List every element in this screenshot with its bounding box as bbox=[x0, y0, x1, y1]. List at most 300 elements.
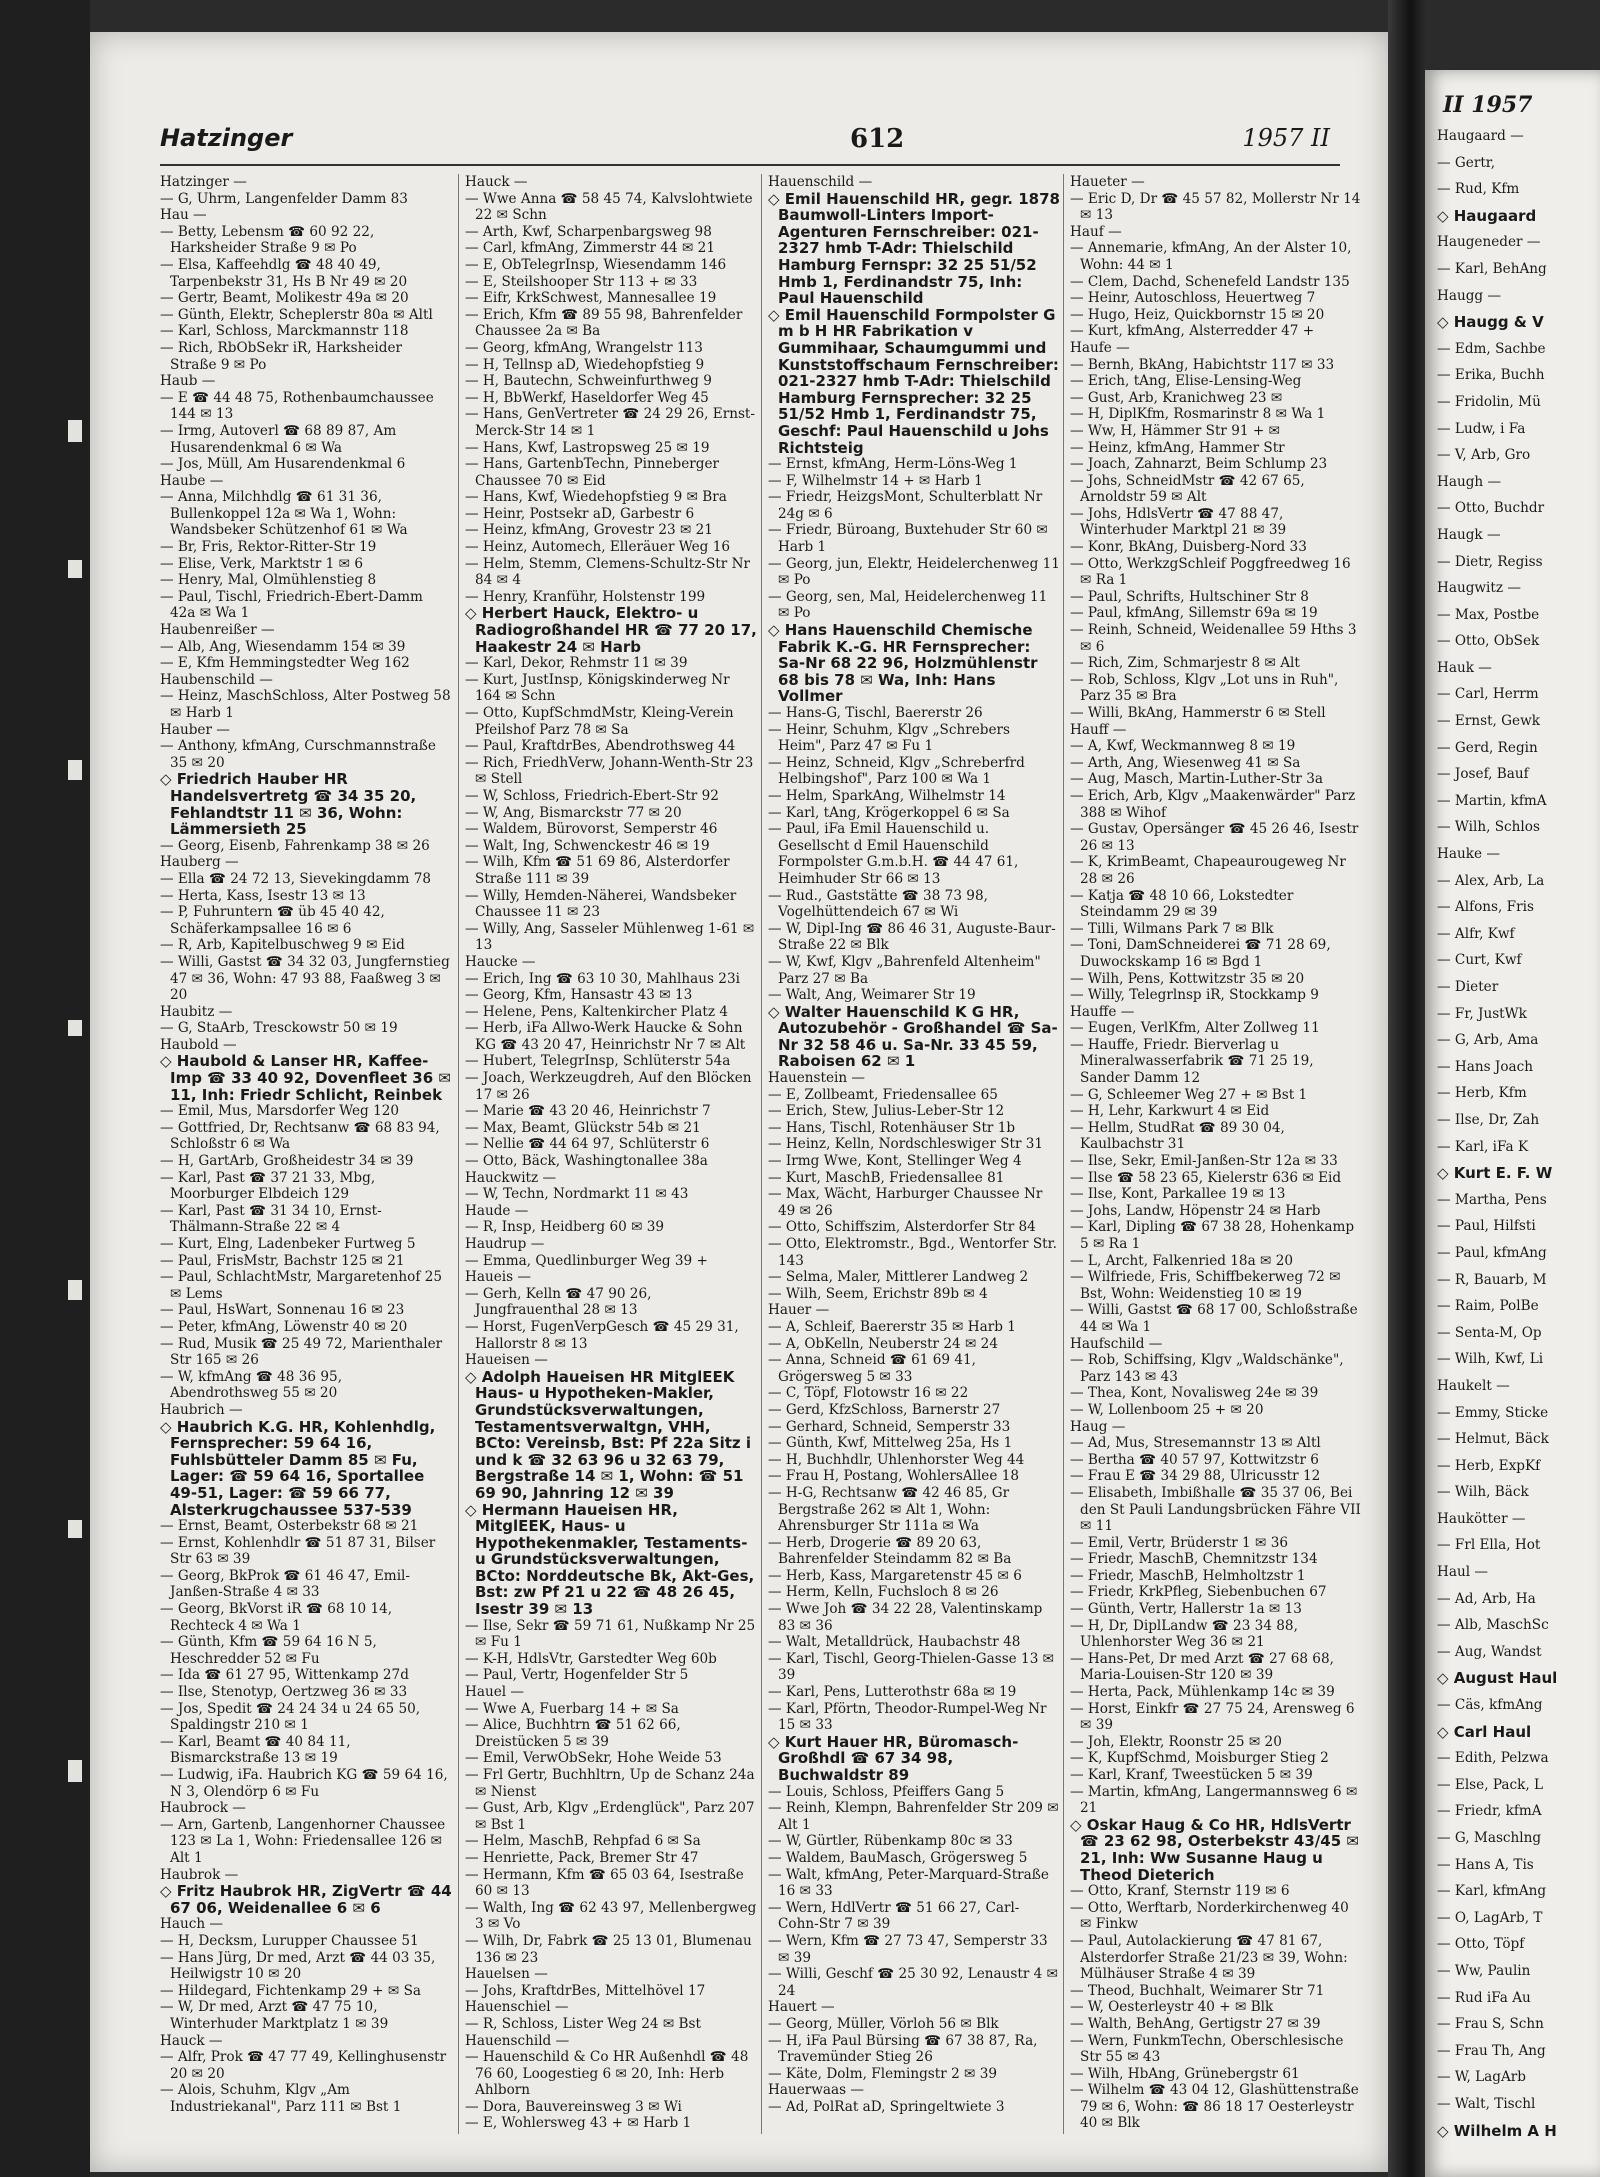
directory-entry: — Frau H, Postang, WohlersAllee 18 bbox=[768, 1468, 1020, 1485]
directory-entry: — Reinh, Schneid, Weidenallee 59 Hths 3 ✉ 6 bbox=[1070, 622, 1357, 655]
facing-page-column bbox=[1437, 128, 1600, 2149]
directory-entry: — W, Gürtler, Rübenkamp 80c ✉ 33 bbox=[768, 1833, 1013, 1850]
facing-page-entry: — Emmy, Sticke bbox=[1437, 1404, 1549, 1421]
directory-entry: — Wwe Anna ☎ 58 45 74, Kalvslohtwiete 22 ✉ Schn bbox=[465, 190, 753, 224]
directory-entry: — Horst, Einkfr ☎ 27 75 24, Arensweg 6 ✉ 39 bbox=[1070, 1700, 1355, 1734]
directory-entry: — Rich, FriedhVerw, Johann-Wenth-Str 23 ✉ Stell bbox=[465, 754, 754, 788]
directory-entry: — Heinz, Schneid, Klgv „Schreberfrd Helbingshof", Parz 100 ✉ Wa 1 bbox=[768, 754, 1025, 788]
directory-entry: Hauenschiel — bbox=[465, 1999, 569, 2016]
directory-entry: Hatzinger — bbox=[160, 174, 247, 190]
directory-entry: Haufschild — bbox=[1070, 1335, 1163, 1352]
directory-entry: — Heinr, Schuhm, Klgv „Schrebers Heim", Parz 47 ✉ Fu 1 bbox=[768, 721, 1010, 755]
facing-page-entry: ◇ Kurt E. F. W bbox=[1437, 1164, 1553, 1183]
directory-entry: — Walt, Metalldrück, Haubachstr 48 bbox=[768, 1634, 1021, 1651]
directory-entry: — H, iFa Paul Bürsing ☎ 67 38 87, Ra, Travemünder Stieg 26 bbox=[768, 2032, 1038, 2066]
directory-entry: Haubrock — bbox=[160, 1800, 246, 1817]
directory-entry: — Ernst, kfmAng, Herm-Löns-Weg 1 bbox=[768, 456, 1018, 473]
directory-entry: — Herta, Pack, Mühlenkamp 14c ✉ 39 bbox=[1070, 1684, 1335, 1701]
directory-entry: — Martin, kfmAng, Langermannsweg 6 ✉ 21 bbox=[1070, 1783, 1358, 1817]
directory-entry: ◇ Haubold & Lanser HR, Kaffee-Imp ☎ 33 40 92, Dovenfleet 36 ✉ 11, Inh: Friedr Schlicht, Reinbek bbox=[160, 1052, 451, 1104]
directory-entry: — G, Uhrm, Langenfelder Damm 83 bbox=[160, 190, 408, 207]
directory-entry: — Katja ☎ 48 10 66, Lokstedter Steindamm 29 ✉ 39 bbox=[1070, 887, 1294, 921]
directory-entry: — Karl, Past ☎ 37 21 33, Mbg, Moorburger Elbdeich 129 bbox=[160, 1169, 376, 1203]
facing-page-entry: — Max, Postbe bbox=[1437, 606, 1540, 623]
facing-page-entry: — Wilh, Schlos bbox=[1437, 819, 1540, 836]
directory-entry: — Friedr, KrkPfleg, Siebenbuchen 67 bbox=[1070, 1584, 1327, 1601]
directory-entry: — R, Arb, Kapitelbuschweg 9 ✉ Eid bbox=[160, 937, 405, 954]
directory-entry: — Ilse, Sekr, Emil-Janßen-Str 12a ✉ 33 bbox=[1070, 1153, 1338, 1170]
directory-entry: — Ww, H, Hämmer Str 91 + ✉ bbox=[1070, 422, 1280, 439]
directory-entry: — Heinz, Kelln, Nordschleswiger Str 31 bbox=[768, 1136, 1044, 1153]
facing-page-entry: — Carl, Herrm bbox=[1437, 686, 1539, 703]
directory-entry: — Tilli, Wilmans Park 7 ✉ Blk bbox=[1070, 920, 1274, 937]
directory-entry: — W, Dipl-Ing ☎ 86 46 31, Auguste-Baur-Straße 22 ✉ Blk bbox=[768, 920, 1056, 954]
directory-entry: — Ella ☎ 24 72 13, Sievekingdamm 78 bbox=[160, 870, 432, 887]
scan-left-margin bbox=[0, 0, 90, 2177]
directory-column-1 bbox=[160, 174, 452, 2154]
directory-entry: ◇ Emil Hauenschild Formpolster G m b H HR Fabrikation v Gummihaar, Schaumgummi und Kunststoffschaum Fernschreiber: 021-2327 hmb T-Adr: Thielschild Hamburg Fernsprecher: 32 25 51/52 Hmb 1, Ferdinandstr 75, Geschf: Paul Hauenschild u Johs Richtsteig bbox=[768, 305, 1059, 457]
facing-page-entry: — Otto, ObSek bbox=[1437, 633, 1540, 650]
facing-page-entry: Haugeneder — bbox=[1437, 234, 1541, 251]
facing-page-entry: — Ilse, Dr, Zah bbox=[1437, 1111, 1540, 1128]
directory-column-4 bbox=[1070, 174, 1362, 2154]
directory-entry: — Willy, Telegrlnsp iR, Stockkamp 9 bbox=[1070, 987, 1319, 1004]
directory-entry: — Alb, Ang, Wiesendamm 154 ✉ 39 bbox=[160, 638, 406, 655]
directory-entry: — Thea, Kont, Novalisweg 24e ✉ 39 bbox=[1070, 1385, 1319, 1402]
directory-entry: — Helm, Stemm, Clemens-Schultz-Str Nr 84 ✉ 4 bbox=[465, 555, 750, 589]
directory-entry: — Kurt, Elng, Ladenbeker Furtweg 5 bbox=[160, 1236, 416, 1252]
directory-entry: — Emil, Mus, Marsdorfer Weg 120 bbox=[160, 1103, 400, 1120]
directory-entry: — Elisabeth, Imbißhalle ☎ 35 37 06, Bei den St Pauli Landungsbrücken Fähre VII ✉ 11 bbox=[1070, 1484, 1361, 1535]
directory-entry: Haueisen — bbox=[465, 1352, 548, 1369]
directory-entry: — Paul, KraftdrBes, Abendrothsweg 44 bbox=[465, 738, 736, 755]
directory-entry: — Gust, Arb, Kranichweg 23 ✉ bbox=[1070, 389, 1283, 406]
directory-entry: — Max, Beamt, Glückstr 54b ✉ 21 bbox=[465, 1119, 701, 1136]
directory-entry: — Heinz, kfmAng, Grovestr 23 ✉ 21 bbox=[465, 522, 713, 539]
directory-entry: — W, Ang, Bismarckstr 77 ✉ 20 bbox=[465, 804, 682, 821]
facing-page-entry: — Cäs, kfmAng bbox=[1437, 1697, 1543, 1714]
directory-entry: Hauelsen — bbox=[465, 1966, 548, 1983]
facing-page-entry: — Martin, kfmA bbox=[1437, 792, 1547, 809]
directory-entry: — Kurt, MaschB, Friedensallee 81 bbox=[768, 1169, 1005, 1186]
directory-entry: — E, Zollbeamt, Friedensallee 65 bbox=[768, 1086, 998, 1103]
facing-page-entry: — Dietr, Regiss bbox=[1437, 553, 1543, 570]
facing-page-entry: — Hans Joach bbox=[1437, 1058, 1534, 1075]
directory-entry: Hauerwaas — bbox=[768, 2082, 864, 2099]
directory-entry: — W, Lollenboom 25 + ✉ 20 bbox=[1070, 1401, 1264, 1418]
directory-entry: — Friedr, MaschB, Helmholtzstr 1 bbox=[1070, 1567, 1306, 1584]
facing-page-entry: — Ww, Paulin bbox=[1437, 1962, 1531, 1979]
directory-entry: — Käte, Dolm, Flemingstr 2 ✉ 39 bbox=[768, 2065, 998, 2082]
directory-entry: Haube — bbox=[160, 472, 224, 489]
directory-entry: Haub — bbox=[160, 373, 216, 390]
directory-entry: — Hans Jürg, Dr med, Arzt ☎ 44 03 35, Heilwigstr 10 ✉ 20 bbox=[160, 1949, 436, 1983]
directory-entry: — Ad, Mus, Stresemannstr 13 ✉ Altl bbox=[1070, 1435, 1321, 1452]
facing-page-entry: — Edm, Sachbe bbox=[1437, 340, 1546, 357]
directory-entry: — Heinz, kfmAng, Hammer Str bbox=[1070, 439, 1285, 456]
directory-entry: — Walth, BehAng, Gertigstr 27 ✉ 39 bbox=[1070, 2015, 1321, 2032]
directory-entry: — K, KupfSchmd, Moisburger Stieg 2 bbox=[1070, 1750, 1329, 1767]
directory-entry: — Kurt, kfmAng, Alsterredder 47 + bbox=[1070, 323, 1315, 340]
directory-entry: — Ilse ☎ 58 23 65, Kielerstr 636 ✉ Eid bbox=[1070, 1169, 1342, 1186]
directory-entry: — Otto, WerkzgSchleif Poggfreedweg 16 ✉ Ra 1 bbox=[1070, 555, 1351, 589]
edge-mark bbox=[68, 560, 82, 578]
directory-entry: — Erich, Arb, Klgv „Maakenwärder" Parz 388 ✉ Wihof bbox=[1070, 787, 1356, 821]
directory-entry: — Hauffe, Friedr. Bierverlag u Mineralwasserfabrik ☎ 71 25 19, Sander Damm 12 bbox=[1070, 1036, 1314, 1087]
directory-entry: — Paul, Vertr, Hogenfelder Str 5 bbox=[465, 1667, 689, 1684]
directory-entry: — E, ObTelegrInsp, Wiesendamm 146 bbox=[465, 256, 727, 273]
directory-entry: — Joach, Werkzeugdreh, Auf den Blöcken 17 ✉ 26 bbox=[465, 1070, 752, 1103]
facing-page-entry: — Martha, Pens bbox=[1437, 1191, 1547, 1208]
facing-page-entry: Haugh — bbox=[1437, 473, 1502, 490]
facing-page-entry: — Frl Ella, Hot bbox=[1437, 1537, 1541, 1554]
directory-entry: — Ilse, Kont, Parkallee 19 ✉ 13 bbox=[1070, 1186, 1286, 1203]
directory-entry: — Waldem, Bürovorst, Semperstr 46 bbox=[465, 821, 718, 838]
edge-mark bbox=[68, 760, 82, 780]
directory-entry: — Gertr, Beamt, Molikestr 49a ✉ 20 bbox=[160, 290, 409, 307]
directory-entry: — Günth, Elektr, Scheplerstr 80a ✉ Altl bbox=[160, 306, 433, 323]
directory-entry: — Rud, Musik ☎ 25 49 72, Marienthaler Str 165 ✉ 26 bbox=[160, 1335, 443, 1369]
directory-entry: — Helene, Pens, Kaltenkircher Platz 4 bbox=[465, 1003, 728, 1020]
directory-entry: — H, Tellnsp aD, Wiedehopfstieg 9 bbox=[465, 356, 705, 373]
facing-page-entry: — Erika, Buchh bbox=[1437, 367, 1545, 384]
column-rule bbox=[1063, 174, 1064, 2134]
directory-entry: Haueter — bbox=[1070, 174, 1145, 190]
directory-entry: — Eifr, KrkSchwest, Mannesallee 19 bbox=[465, 290, 717, 307]
facing-page-entry: — Hans A, Tis bbox=[1437, 1856, 1534, 1873]
directory-entry: — Georg, jun, Elektr, Heidelerchenweg 11 ✉ Po bbox=[768, 555, 1060, 589]
facing-page-entry: — Fr, JustWk bbox=[1437, 1005, 1527, 1022]
facing-page-entry: — Friedr, kfmA bbox=[1437, 1803, 1542, 1820]
directory-entry: — P, Fuhruntern ☎ üb 45 40 42, Schäferkampsallee 16 ✉ 6 bbox=[160, 904, 385, 937]
directory-entry: — Wwe Joh ☎ 34 22 28, Valentinskamp 83 ✉ 36 bbox=[768, 1601, 1043, 1634]
directory-entry: — Carl, kfmAng, Zimmerstr 44 ✉ 21 bbox=[465, 240, 715, 257]
directory-entry: Hau — bbox=[160, 207, 207, 224]
directory-entry: — W, Schloss, Friedrich-Ebert-Str 92 bbox=[465, 787, 719, 804]
directory-entry: — Ludwig, iFa. Haubrich KG ☎ 59 64 16, N 3, Olendörp 6 ✉ Fu bbox=[160, 1767, 448, 1800]
directory-entry: — Erich, Kfm ☎ 89 55 98, Bahrenfelder Chaussee 2a ✉ Ba bbox=[465, 306, 743, 340]
directory-entry: — Paul, iFa Emil Hauenschild u. Gesellscht d Emil Hauenschild Formpolster G.m.b.H. ☎ 44 47 61, Heimhuder Str 66 ✉ 13 bbox=[768, 821, 1019, 887]
directory-entry: — Anthony, kfmAng, Curschmannstraße 35 ✉ 20 bbox=[160, 738, 436, 771]
directory-entry: — Johs, SchneidMstr ☎ 42 67 65, Arnoldstr 59 ✉ Alt bbox=[1070, 472, 1305, 506]
directory-entry: — Hildegard, Fichtenkamp 29 + ✉ Sa bbox=[160, 1982, 421, 1999]
facing-page-entry: — Fridolin, Mü bbox=[1437, 393, 1541, 410]
directory-entry: — Wilh, HbAng, Grünebergstr 61 bbox=[1070, 2065, 1300, 2082]
directory-entry: — Erich, tAng, Elise-Lensing-Weg bbox=[1070, 373, 1302, 390]
directory-entry: — Joh, Elektr, Roonstr 25 ✉ 20 bbox=[1070, 1733, 1282, 1750]
directory-entry: — Elsa, Kaffeehdlg ☎ 48 40 49, Tarpenbekstr 31, Hs B Nr 49 ✉ 20 bbox=[160, 256, 408, 290]
directory-entry: — Horst, FugenVerpGesch ☎ 45 29 31, Hallorstr 8 ✉ 13 bbox=[465, 1318, 739, 1352]
facing-page-entry: — V, Arb, Gro bbox=[1437, 447, 1531, 464]
directory-entry: — Gottfried, Dr, Rechtsanw ☎ 68 83 94, Schloßstr 6 ✉ Wa bbox=[160, 1119, 440, 1153]
directory-entry: — Georg, sen, Mal, Heidelerchenweg 11 ✉ Po bbox=[768, 588, 1048, 622]
directory-entry: — Heinr, Autoschloss, Heuertweg 7 bbox=[1070, 290, 1316, 307]
facing-page-entry: ◇ Carl Haul bbox=[1437, 1722, 1532, 1741]
facing-page-entry: Haukelt — bbox=[1437, 1377, 1510, 1394]
directory-entry: — Karl, Dipling ☎ 67 38 28, Hohenkamp 5 ✉ Ra 1 bbox=[1070, 1219, 1355, 1252]
directory-entry: — Willy, Hemden-Näherei, Wandsbeker Chaussee 11 ✉ 23 bbox=[465, 887, 737, 921]
directory-entry: Haubrich — bbox=[160, 1401, 243, 1418]
directory-entry: — Paul, Autolackierung ☎ 47 81 67, Alsterdorfer Straße 21/23 ✉ 39, Wohn: Mülhäuser Straße 4 ✉ 39 bbox=[1070, 1932, 1348, 1983]
book-gutter bbox=[1388, 0, 1425, 2177]
directory-entry: — Georg, Müller, Vörloh 56 ✉ Blk bbox=[768, 2015, 999, 2032]
directory-entry: — C, Töpf, Flotowstr 16 ✉ 22 bbox=[768, 1385, 969, 1402]
facing-page-entry: — Otto, Buchdr bbox=[1437, 500, 1545, 517]
directory-column-3 bbox=[768, 174, 1060, 2154]
directory-entry: — Bertha ☎ 40 57 97, Kottwitzstr 6 bbox=[1070, 1451, 1319, 1468]
facing-page-entry: — Paul, Hilfsti bbox=[1437, 1218, 1536, 1235]
directory-column-2 bbox=[465, 174, 757, 2154]
directory-entry: — Karl, Tischl, Georg-Thielen-Gasse 13 ✉ 39 bbox=[768, 1650, 1055, 1684]
directory-entry: — Wilh, Kfm ☎ 51 69 86, Alsterdorfer Straße 111 ✉ 39 bbox=[465, 854, 730, 887]
directory-entry: — E, Steilshooper Str 113 + ✉ 33 bbox=[465, 273, 698, 290]
directory-entry: — K-H, HdlsVtr, Garstedter Weg 60b bbox=[465, 1650, 717, 1667]
directory-entry: — Karl, Schloss, Marckmannstr 118 bbox=[160, 323, 409, 340]
directory-entry: — Emil, VerwObSekr, Hohe Weide 53 bbox=[465, 1750, 722, 1767]
directory-entry: — Gerd, KfzSchloss, Barnerstr 27 bbox=[768, 1401, 1001, 1418]
directory-entry: Haubold — bbox=[160, 1036, 237, 1053]
directory-entry: — Georg, BkProk ☎ 61 46 47, Emil-Janßen-Straße 4 ✉ 33 bbox=[160, 1567, 410, 1601]
directory-entry: — Hellm, StudRat ☎ 89 30 04, Kaulbachstr 31 bbox=[1070, 1119, 1285, 1153]
directory-entry: — Wilhelm ☎ 43 04 12, Glashüttenstraße 79 ✉ 6, Wohn: ☎ 86 18 17 Oesterleystr 40 ✉ Blk bbox=[1070, 2082, 1359, 2132]
facing-page-entry: — Dieter bbox=[1437, 979, 1499, 995]
facing-page-entry: — Herb, Kfm bbox=[1437, 1085, 1527, 1102]
facing-page-entry: — Wilh, Kwf, Li bbox=[1437, 1351, 1544, 1368]
directory-entry: — Clem, Dachd, Schenefeld Landstr 135 bbox=[1070, 273, 1350, 290]
directory-entry: Hauck — bbox=[160, 2032, 223, 2049]
facing-page-entry: — Ad, Arb, Ha bbox=[1437, 1590, 1536, 1607]
directory-entry: Haufe — bbox=[1070, 339, 1130, 356]
directory-entry: Haug — bbox=[1070, 1418, 1126, 1435]
directory-entry: — Emma, Quedlinburger Weg 39 + bbox=[465, 1252, 708, 1269]
directory-entry: — Arth, Kwf, Scharpenbargsweg 98 bbox=[465, 223, 712, 240]
directory-entry: — Erich, Stew, Julius-Leber-Str 12 bbox=[768, 1103, 1005, 1120]
running-head-name: Hatzinger bbox=[160, 124, 293, 152]
facing-page-entry: — Wilh, Bäck bbox=[1437, 1484, 1529, 1501]
directory-entry: — G, StaArb, Tresckowstr 50 ✉ 19 bbox=[160, 1020, 398, 1037]
facing-page-entry: — Ludw, i Fa bbox=[1437, 420, 1526, 437]
directory-entry: — Eugen, VerlKfm, Alter Zollweg 11 bbox=[1070, 1020, 1320, 1037]
facing-page-entry: — Alex, Arb, La bbox=[1437, 872, 1545, 889]
directory-entry: Haueis — bbox=[465, 1269, 531, 1286]
facing-page-entry: — G, Maschlng bbox=[1437, 1830, 1542, 1846]
directory-entry: — Otto, Bäck, Washingtonallee 38a bbox=[465, 1153, 708, 1170]
directory-entry: — Otto, Kranf, Sternstr 119 ✉ 6 bbox=[1070, 1883, 1290, 1900]
directory-entry: — Anna, Schneid ☎ 61 69 41, Grögersweg 5 ✉ 33 bbox=[768, 1352, 976, 1385]
edge-mark bbox=[68, 1760, 82, 1782]
directory-entry: — Gust, Arb, Klgv „Erdenglück", Parz 207 ✉ Bst 1 bbox=[465, 1800, 755, 1833]
facing-page-entry: — Curt, Kwf bbox=[1437, 952, 1522, 969]
directory-entry: — Paul, HsWart, Sonnenau 16 ✉ 23 bbox=[160, 1302, 405, 1319]
directory-entry: Hauert — bbox=[768, 1999, 835, 2016]
page-header bbox=[160, 124, 1340, 166]
directory-entry: ◇ Emil Hauenschild HR, gegr. 1878 Baumwoll-Linters Import-Agenturen Fernschreiber: 021-2327 hmb T-Adr: Thielschild Hamburg Fernspr: 32 25 51/52 Hmb 1, Ferdinandstr 75, Inh: Paul Hauenschild bbox=[768, 189, 1060, 308]
directory-entry: — Otto, KupfSchmdMstr, Kleing-Verein Pfeilshof Parz 78 ✉ Sa bbox=[465, 705, 734, 738]
directory-entry: — Wilh, Dr, Fabrk ☎ 25 13 01, Blumenau 136 ✉ 23 bbox=[465, 1932, 752, 1966]
directory-entry: — Georg, Kfm, Hansastr 43 ✉ 13 bbox=[465, 987, 693, 1004]
directory-entry: ◇ Walter Hauenschild K G HR, Autozubehör - Großhandel ☎ Sa-Nr 32 58 46 u. Sa-Nr. 33 45 59, Raboisen 62 ✉ 1 bbox=[768, 1002, 1058, 1071]
directory-entry: — Erich, Ing ☎ 63 10 30, Mahlhaus 23i bbox=[465, 970, 740, 987]
directory-entry: — E, Wohlersweg 43 + ✉ Harb 1 bbox=[465, 2115, 692, 2132]
edge-mark bbox=[68, 1020, 82, 1036]
facing-page-entry: — Ernst, Gewk bbox=[1437, 713, 1540, 730]
directory-entry: — Annemarie, kfmAng, An der Alster 10, Wohn: 44 ✉ 1 bbox=[1070, 240, 1352, 273]
facing-page-entry: Hauk — bbox=[1437, 659, 1492, 676]
directory-entry: Hauch — bbox=[160, 1916, 223, 1933]
directory-entry: Hauffe — bbox=[1070, 1003, 1135, 1020]
directory-entry: — Wern, FunkmTechn, Oberschlesische Str 55 ✉ 43 bbox=[1070, 2032, 1344, 2066]
directory-entry: Haubenreißer — bbox=[160, 622, 275, 639]
directory-entry: — Gerh, Kelln ☎ 47 90 26, Jungfrauenthal 28 ✉ 13 bbox=[465, 1285, 652, 1319]
facing-page-fragment bbox=[1425, 70, 1600, 2177]
facing-page-entry: — Josef, Bauf bbox=[1437, 766, 1529, 783]
directory-entry: — Johs, HdlsVertr ☎ 47 88 47, Winterhuder Marktpl 21 ✉ 39 bbox=[1070, 505, 1287, 539]
directory-entry: Haubitz — bbox=[160, 1003, 233, 1020]
page-year bbox=[1242, 124, 1330, 152]
directory-entry: — Johs, Landw, Höpenstr 24 ✉ Harb bbox=[1070, 1202, 1321, 1219]
directory-entry: — Emil, Vertr, Brüderstr 1 ✉ 36 bbox=[1070, 1534, 1289, 1551]
directory-entry: Hauel — bbox=[465, 1684, 525, 1701]
directory-entry: — Rud., Gaststätte ☎ 38 73 98, Vogelhüttendeich 67 ✉ Wi bbox=[768, 887, 988, 921]
facing-page-entry: — Gerd, Regin bbox=[1437, 739, 1538, 756]
edge-mark bbox=[68, 1520, 82, 1538]
directory-entry: — Rob, Schiffsing, Klgv „Waldschänke", Parz 143 ✉ 43 bbox=[1070, 1352, 1344, 1385]
directory-entry: — Selma, Maler, Mittlerer Landweg 2 bbox=[768, 1269, 1029, 1286]
directory-entry: — Toni, DamSchneiderei ☎ 71 28 69, Duwockskamp 16 ✉ Bgd 1 bbox=[1070, 937, 1331, 970]
directory-entry: — Hermann, Kfm ☎ 65 03 64, Isestraße 60 ✉ 13 bbox=[465, 1866, 744, 1900]
column-rule bbox=[458, 174, 459, 2134]
directory-entry: — Karl, Past ☎ 31 34 10, Ernst-Thälmann-Straße 22 ✉ 4 bbox=[160, 1202, 382, 1236]
facing-page-entry: — Karl, kfmAng bbox=[1437, 1883, 1547, 1900]
column-rule bbox=[761, 174, 762, 2134]
directory-entry: — Friedr, HeizgsMont, Schulterblatt Nr 24g ✉ 6 bbox=[768, 489, 1043, 522]
directory-entry: — Karl, tAng, Krögerkoppel 6 ✉ Sa bbox=[768, 804, 1010, 821]
directory-entry: Hauck — bbox=[465, 174, 528, 190]
directory-entry: — Theod, Buchhalt, Weimarer Str 71 bbox=[1070, 1982, 1325, 1999]
directory-entry: — Alois, Schuhm, Klgv „Am Industriekanal", Parz 111 ✉ Bst 1 bbox=[160, 2082, 402, 2115]
directory-entry: — Willi, BkAng, Hammerstr 6 ✉ Stell bbox=[1070, 705, 1326, 721]
directory-entry: — Friedr, MaschB, Chemnitzstr 134 bbox=[1070, 1551, 1318, 1568]
directory-entry: — Walt, Ang, Weimarer Str 19 bbox=[768, 987, 976, 1004]
directory-entry: — Wwe A, Fuerbarg 14 + ✉ Sa bbox=[465, 1700, 679, 1717]
facing-page-entry: — Alfons, Fris bbox=[1437, 899, 1534, 916]
directory-entry: ◇ Herbert Hauck, Elektro- u Radiogroßhandel HR ☎ 77 20 17, Haakestr 24 ✉ Harb bbox=[465, 604, 757, 656]
directory-entry: — Walt, kfmAng, Peter-Marquard-Straße 16 ✉ 33 bbox=[768, 1866, 1049, 1900]
page-number: 612 bbox=[850, 124, 905, 154]
directory-entry: ◇ Kurt Hauer HR, Büromasch-Großhdl ☎ 67 34 98, Buchwaldstr 89 bbox=[768, 1732, 1019, 1784]
directory-entry: Hauberg — bbox=[160, 854, 239, 871]
directory-entry: — Max, Wächt, Harburger Chaussee Nr 49 ✉ 26 bbox=[768, 1186, 1043, 1219]
facing-page-entry: — Otto, Töpf bbox=[1437, 1936, 1525, 1953]
directory-entry: — Ida ☎ 61 27 95, Wittenkamp 27d bbox=[160, 1667, 409, 1684]
directory-entry: Haude — bbox=[465, 1202, 529, 1219]
facing-page-entry: — Raim, PolBe bbox=[1437, 1298, 1539, 1315]
facing-page-entry: Haugk — bbox=[1437, 526, 1501, 543]
directory-entry: — W, kfmAng ☎ 48 36 95, Abendrothsweg 55 ✉ 20 bbox=[160, 1368, 343, 1402]
directory-entry: — E, Kfm Hemmingstedter Weg 162 bbox=[160, 655, 410, 672]
directory-entry: — Otto, Werftarb, Norderkirchenweg 40 ✉ Finkw bbox=[1070, 1899, 1349, 1933]
directory-entry: — Elise, Verk, Marktstr 1 ✉ 6 bbox=[160, 555, 363, 572]
directory-entry: — Willi, Geschf ☎ 25 30 92, Lenaustr 4 ✉ 24 bbox=[768, 1966, 1059, 1999]
directory-entry: — Hauenschild & Co HR Außenhdl ☎ 48 76 60, Loogestieg 6 ✉ 20, Inh: Herb Ahlborn bbox=[465, 2049, 749, 2099]
directory-entry: Hauenschild — bbox=[768, 174, 873, 190]
directory-entry: — Heinr, Postsekr aD, Garbestr 6 bbox=[465, 505, 695, 522]
facing-page-entry: Haugaard — bbox=[1437, 128, 1524, 144]
directory-entry: — W, Dr med, Arzt ☎ 47 75 10, Winterhuder Marktplatz 1 ✉ 39 bbox=[160, 1999, 389, 2032]
facing-page-entry: — Gertr, bbox=[1437, 154, 1496, 171]
directory-entry: — Günth, Kwf, Mittelweg 25a, Hs 1 bbox=[768, 1435, 1013, 1452]
directory-entry: Hauer — bbox=[768, 1302, 830, 1319]
directory-entry: — Willi, Gastst ☎ 68 17 00, Schloßstraße 44 ✉ Wa 1 bbox=[1070, 1302, 1358, 1335]
directory-entry: — Nellie ☎ 44 64 97, Schlüterstr 6 bbox=[465, 1136, 710, 1153]
directory-entry: ◇ Friedrich Hauber HR Handelsvertretg ☎ 34 35 20, Fehlandtstr 11 ✉ 36, Wohn: Lämmersieth 25 bbox=[160, 770, 417, 839]
directory-entry: — H-G, Rechtsanw ☎ 42 46 85, Gr Bergstraße 262 ✉ Alt 1, Wohn: Ahrensburger Str 111a ✉ Wa bbox=[768, 1484, 1010, 1535]
facing-page-entry: Haugwitz — bbox=[1437, 580, 1521, 597]
directory-entry: — Hans, Kwf, Lastropsweg 25 ✉ 19 bbox=[465, 439, 710, 456]
directory-entry: — W, Kwf, Klgv „Bahrenfeld Altenheim" Parz 27 ✉ Ba bbox=[768, 953, 1041, 987]
directory-entry: — Heinz, MaschSchloss, Alter Postweg 58 ✉ Harb 1 bbox=[160, 688, 451, 721]
directory-entry: — Henry, Kranführ, Holstenstr 199 bbox=[465, 588, 706, 605]
directory-entry: — H, Lehr, Karkwurt 4 ✉ Eid bbox=[1070, 1103, 1270, 1120]
directory-entry: Haudrup — bbox=[465, 1236, 545, 1252]
directory-entry: — Henry, Mal, Olmühlenstieg 8 bbox=[160, 572, 377, 589]
directory-entry: — Karl, Pens, Lutterothstr 68a ✉ 19 bbox=[768, 1684, 1017, 1701]
directory-entry: — Paul, SchlachtMstr, Margaretenhof 25 ✉ Lems bbox=[160, 1269, 442, 1302]
directory-entry: — Paul, kfmAng, Sillemstr 69a ✉ 19 bbox=[1070, 605, 1318, 622]
directory-entry: Hauf — bbox=[1070, 223, 1122, 240]
directory-entry: — Hans, Kwf, Wiedehopfstieg 9 ✉ Bra bbox=[465, 489, 727, 506]
directory-entry: Hauckwitz — bbox=[465, 1169, 557, 1186]
facing-page-entry: — Rud iFa Au bbox=[1437, 1989, 1531, 2006]
directory-entry: — Herb, iFa Allwo-Werk Haucke & Sohn KG ☎ 43 20 47, Heinrichstr Nr 7 ✉ Alt bbox=[465, 1020, 746, 1053]
year-text: 1957 bbox=[1242, 124, 1304, 152]
facing-page-entry: Haugg — bbox=[1437, 287, 1502, 304]
facing-page-entry: ◇ Haugg & V bbox=[1437, 313, 1544, 332]
facing-page-entry: — R, Bauarb, M bbox=[1437, 1271, 1547, 1288]
directory-entry: — Hans, Tischl, Rotenhäuser Str 1b bbox=[768, 1119, 1016, 1136]
directory-entry: — Anna, Milchhdlg ☎ 61 31 36, Bullenkoppel 12a ✉ Wa 1, Wohn: Wandsbeker Schützenhof 61 ✉ Wa bbox=[160, 489, 408, 539]
directory-entry: Haubrok — bbox=[160, 1866, 239, 1883]
directory-entry: — Günth, Kfm ☎ 59 64 16 N 5, Heschredder 52 ✉ Fu bbox=[160, 1634, 377, 1667]
facing-page-entry: — Karl, iFa K bbox=[1437, 1138, 1529, 1155]
directory-entry: — Helm, SparkAng, Wilhelmstr 14 bbox=[768, 787, 1006, 804]
directory-entry: — Helm, MaschB, Rehpfad 6 ✉ Sa bbox=[465, 1833, 701, 1850]
directory-entry: — K, KrimBeamt, Chapeaurougeweg Nr 28 ✉ 26 bbox=[1070, 854, 1346, 887]
directory-entry: — Wilfriede, Fris, Schiffbekerweg 72 ✉ Bst, Wohn: Weidenstieg 10 ✉ 19 bbox=[1070, 1269, 1341, 1302]
directory-entry: — Konr, BkAng, Duisberg-Nord 33 bbox=[1070, 539, 1307, 556]
facing-page-entry: — G, Arb, Ama bbox=[1437, 1032, 1539, 1049]
directory-entry: — Eric D, Dr ☎ 45 57 82, Mollerstr Nr 14 ✉ 13 bbox=[1070, 190, 1361, 224]
directory-entry: — Betty, Lebensm ☎ 60 92 22, Harksheider Straße 9 ✉ Po bbox=[160, 223, 375, 257]
directory-entry: — Arth, Ang, Wiesenweg 41 ✉ Sa bbox=[1070, 754, 1301, 771]
directory-entry: — Hugo, Heiz, Quickbornstr 15 ✉ 20 bbox=[1070, 306, 1325, 323]
directory-entry: — Irmg, Autoverl ☎ 68 89 87, Am Husarendenkmal 6 ✉ Wa bbox=[160, 422, 397, 456]
directory-entry: — F, Wilhelmstr 14 + ✉ Harb 1 bbox=[768, 472, 983, 489]
facing-page-entry: Haukötter — bbox=[1437, 1510, 1526, 1527]
directory-entry: ◇ Hermann Haueisen HR, MitglEEK, Haus- u Hypothekenmakler, Testaments- u Grundstücksverwaltungen, BCto: Norddeutsche Bk, Akt-Ges, Bst: zw Pf 21 u 22 ☎ 48 26 45, Isestr 39 ✉ 13 bbox=[465, 1500, 755, 1619]
directory-entry: — Herb, Drogerie ☎ 89 20 63, Bahrenfelder Steindamm 82 ✉ Ba bbox=[768, 1534, 1012, 1568]
directory-entry: — Hubert, TelegrInsp, Schlüterstr 54a bbox=[465, 1053, 731, 1070]
directory-entry: — Br, Fris, Rektor-Ritter-Str 19 bbox=[160, 539, 377, 556]
directory-entry: — Rich, RbObSekr iR, Harksheider Straße 9 ✉ Po bbox=[160, 339, 402, 373]
directory-entry: — Georg, kfmAng, Wrangelstr 113 bbox=[465, 339, 703, 356]
directory-entry: Hauenstein — bbox=[768, 1070, 866, 1087]
directory-entry: — Irmg Wwe, Kont, Stellinger Weg 4 bbox=[768, 1153, 1022, 1170]
directory-entry: ◇ Adolph Haueisen HR MitglEEK Haus- u Hypotheken-Makler, Grundstücksverwaltungen, Testamentsverwaltgn, VHH, BCto: Vereinsb, Bst: Pf 22a Sitz i und k ☎ 32 63 96 u 32 63 79, Bergstraße 14 ✉ 1, Wohn: ☎ 51 69 90, Jahnring 12 ✉ 39 bbox=[465, 1367, 751, 1502]
directory-entry: — Hans, GenVertreter ☎ 24 29 26, Ernst-Merck-Str 14 ✉ 1 bbox=[465, 406, 755, 439]
directory-entry: — Ernst, Kohlenhdlr ☎ 51 87 31, Bilser Str 63 ✉ 39 bbox=[160, 1534, 436, 1568]
directory-entry: — Arn, Gartenb, Langenhorner Chaussee 123 ✉ La 1, Wohn: Friedensallee 126 ✉ Alt 1 bbox=[160, 1816, 446, 1866]
